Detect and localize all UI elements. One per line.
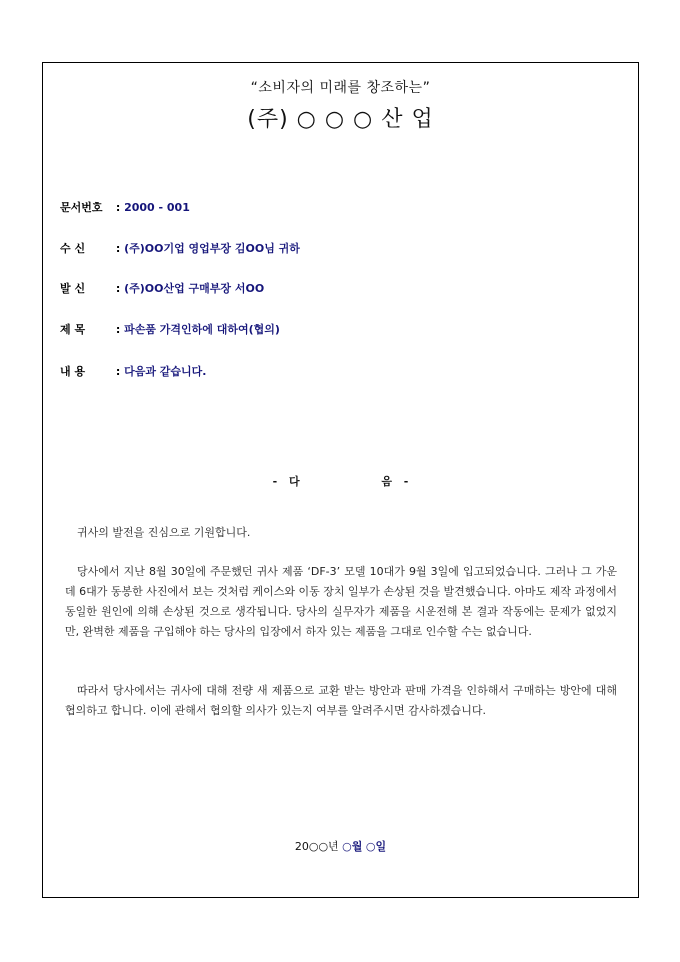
- date-year: 20○○년: [294, 840, 339, 853]
- document-date: [43, 838, 638, 854]
- field-doc-number: 문서번호 : 2000 - 001: [60, 201, 190, 214]
- field-value: (주)OO산업 구매부장 서OO: [124, 282, 265, 295]
- field-subject: 제 목 : 파손품 가격인하에 대하여(협의): [60, 323, 280, 336]
- heading-right: 음 -: [381, 475, 409, 488]
- heading-left: - 다: [272, 475, 300, 488]
- field-label: 제 목: [60, 323, 86, 336]
- field-value: 2000 - 001: [124, 201, 190, 214]
- date-month: ○월: [342, 840, 363, 853]
- field-label: 내 용: [60, 365, 86, 378]
- section-heading: [43, 473, 638, 489]
- slogan: “소비자의 미래를 창조하는”: [250, 80, 431, 96]
- field-value: (주)OO기업 영업부장 김OO님 귀하: [124, 242, 300, 255]
- date-day: ○일: [365, 840, 387, 853]
- field-recipient: 수 신 : (주)OO기업 영업부장 김OO님 귀하: [60, 242, 300, 255]
- company-name: (주) ○ ○ ○ 산 업: [247, 107, 434, 132]
- field-label: 발 신: [60, 282, 86, 295]
- field-value: 다음과 같습니다.: [124, 365, 207, 378]
- field-label: 문서번호: [60, 201, 103, 214]
- paragraph-request: 따라서 당사에서는 귀사에 대해 전량 새 제품으로 교환 받는 방안과 판매 가격을 인하해서 구매하는 방안에 대해 협의하고 합니다. 이에 관해서 협의할 의사가 있는지 여부를 알려주시면 감사하겠습니다.: [65, 684, 617, 717]
- field-value: 파손품 가격인하에 대하여(협의): [124, 323, 280, 336]
- field-label: 수 신: [60, 242, 86, 255]
- paragraph-greeting: 귀사의 발전을 진심으로 기원합니다.: [77, 526, 251, 539]
- field-content: 내 용 : 다음과 같습니다.: [60, 365, 207, 378]
- document-page: [42, 62, 639, 898]
- field-sender: 발 신 : (주)OO산업 구매부장 서OO: [60, 282, 265, 295]
- paragraph-body: 당사에서 지난 8월 30일에 주문했던 귀사 제품 ‘DF-3’ 모델 10대가 9월 3일에 입고되었습니다. 그러나 그 가운데 6대가 동봉한 사진에서 보는 것처럼 케이스와 이동 장치 일부가 손상된 것을 발견했습니다. 아마도 제작 과정에서 동일한 원인에 의해 손상된 것으로 생각됩니다. 당사의 실무자가 제품을 시운전해 본 결과 작동에는 문제가 없었지만, 완벽한 제품을 구입해야 하는 당사의 입장에서 하자 있는 제품을 그대로 인수할 수는 없습니다.: [65, 565, 617, 638]
